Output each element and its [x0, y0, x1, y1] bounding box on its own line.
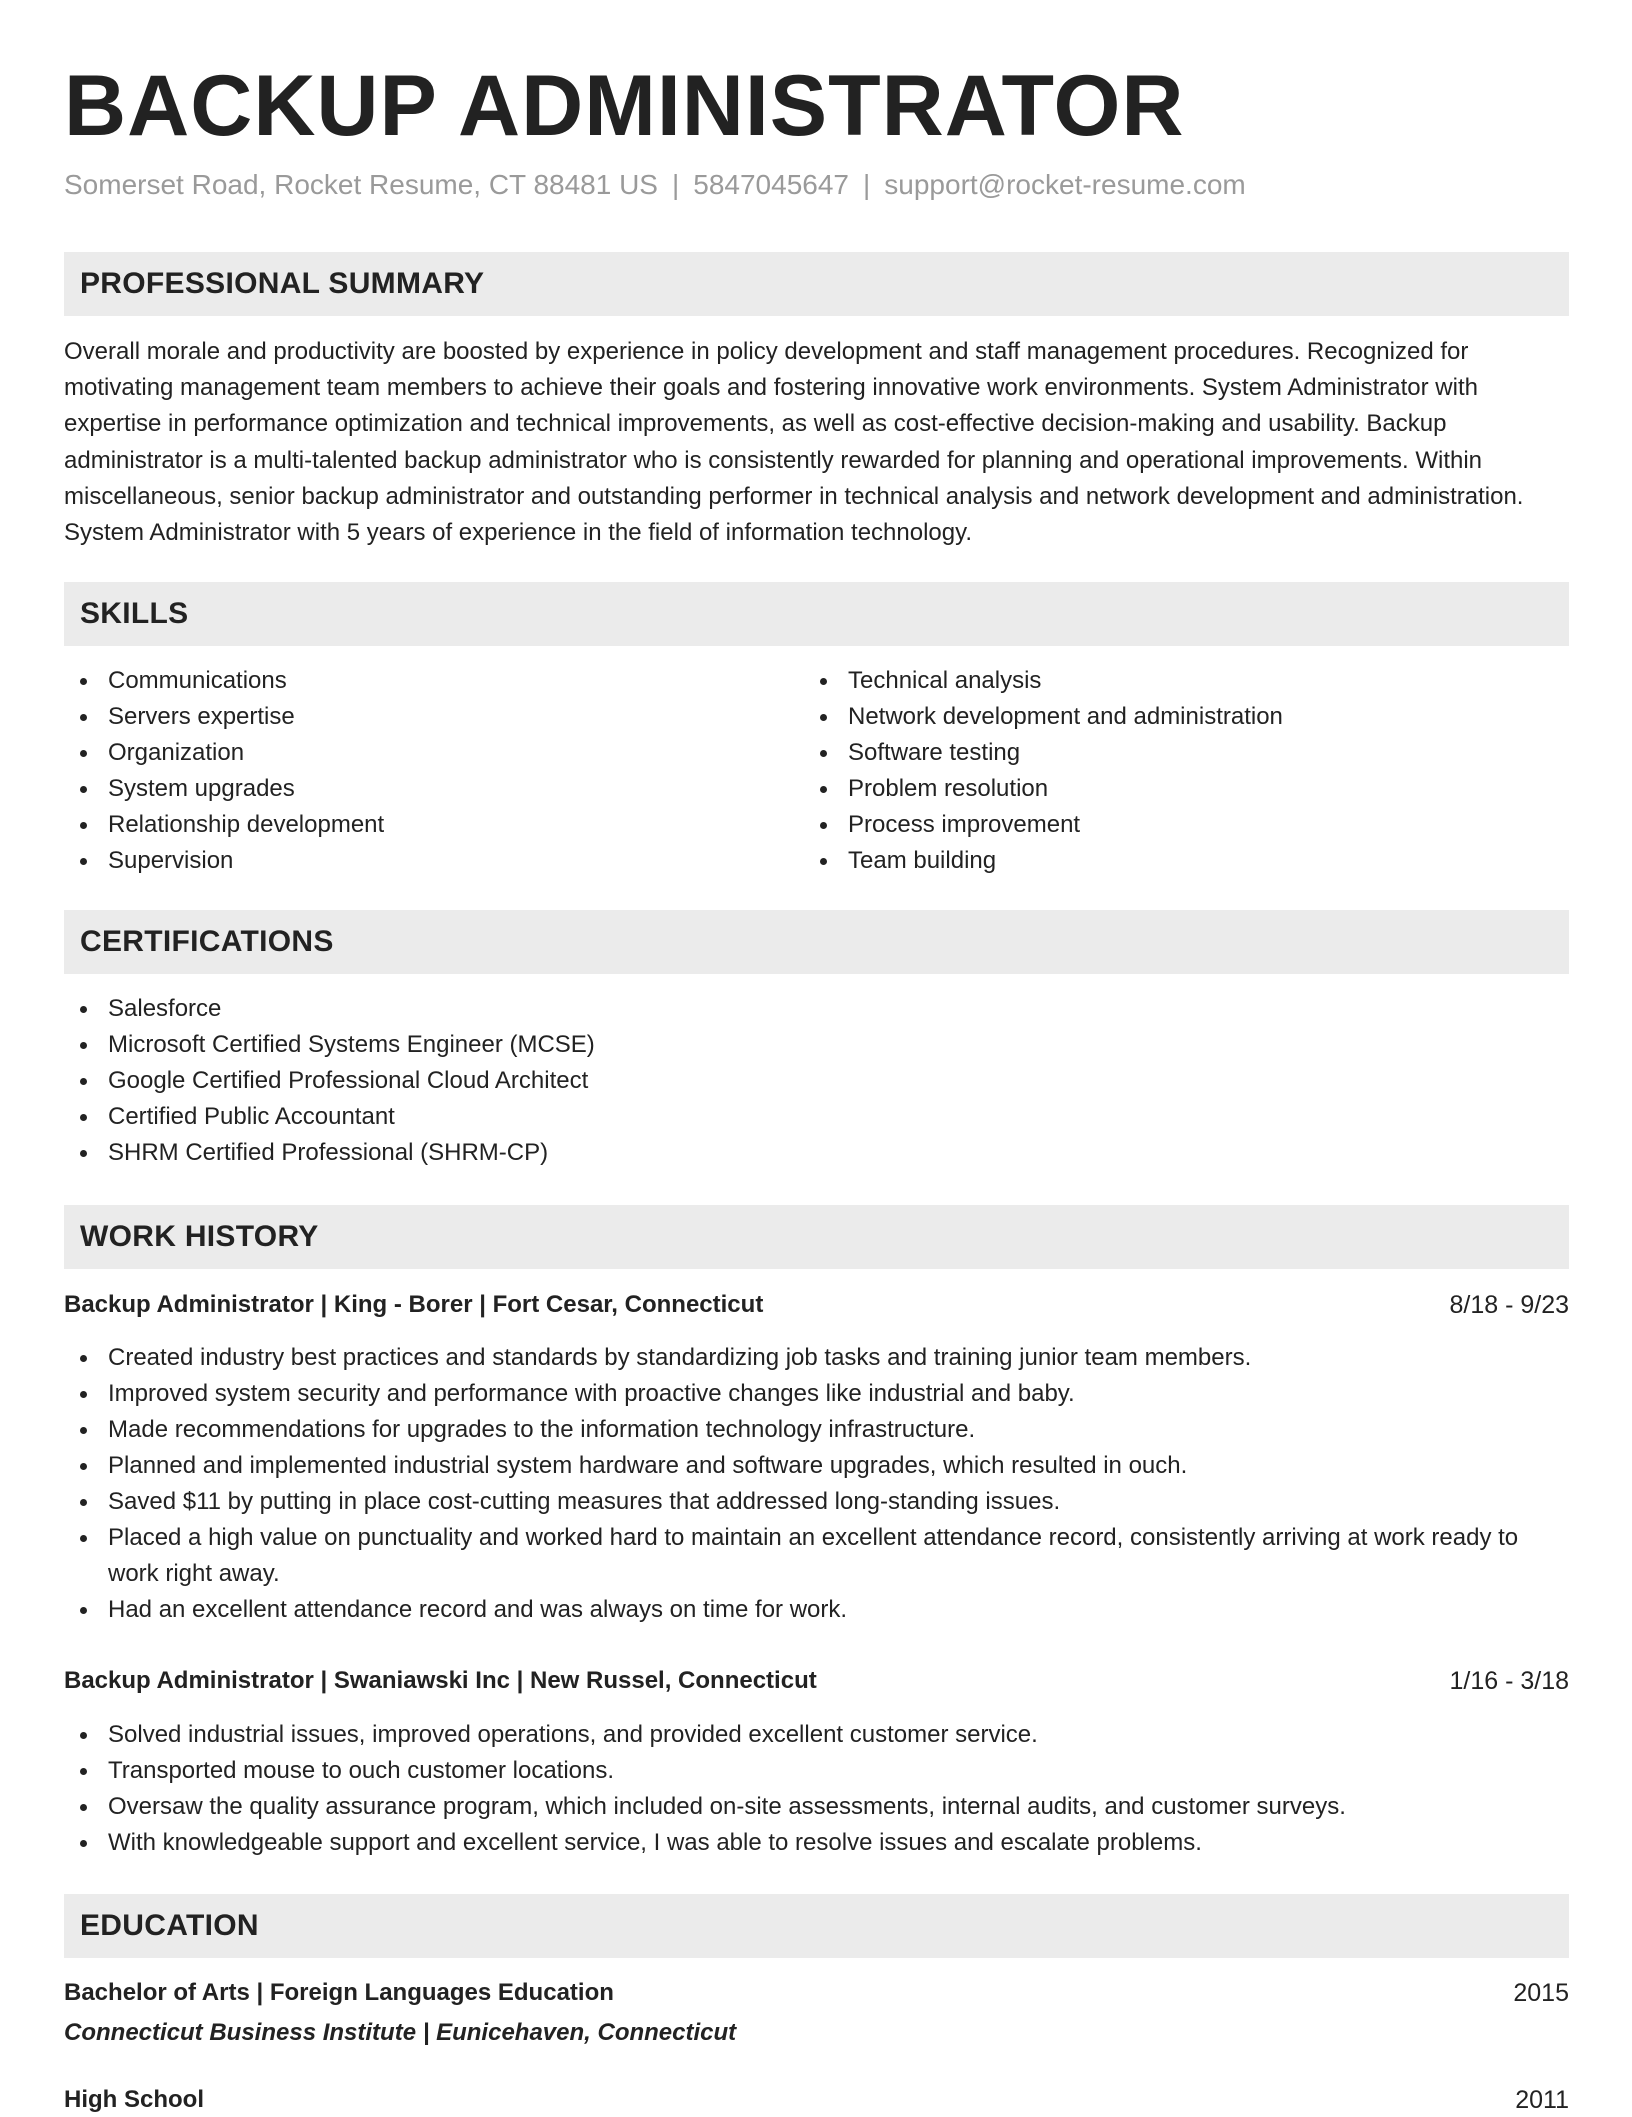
job-dates: 1/16 - 3/18 [1449, 1667, 1569, 1695]
job-bullet: Had an excellent attendance record and was always on time for work. [64, 1592, 1569, 1628]
certification-item: SHRM Certified Professional (SHRM-CP) [64, 1135, 1569, 1171]
section-header-education [64, 1894, 1569, 1958]
contact-line [64, 167, 1246, 203]
skills-list-right [804, 663, 1564, 879]
section-title: CERTIFICATIONS [80, 925, 334, 958]
section-header-summary [64, 252, 1569, 316]
job-dates: 8/18 - 9/23 [1449, 1291, 1569, 1319]
certifications-list [64, 991, 1569, 1171]
job-bullet: Saved $11 by putting in place cost-cutting measures that addressed long-standing issues. [64, 1484, 1569, 1520]
candidate-name: BACKUP ADMINISTRATOR [64, 58, 1185, 154]
education-year: 2015 [1513, 1979, 1569, 2007]
job-bullet: Oversaw the quality assurance program, which included on-site assessments, internal audits, and customer surveys. [64, 1789, 1569, 1825]
job-bullet: Improved system security and performance with proactive changes like industrial and baby. [64, 1376, 1569, 1412]
summary-paragraph: Overall morale and productivity are boosted by experience in policy development and staff management procedures. Recognized for motivating management team members to achieve their goals and fostering innovative work environments. System Administrator with expertise in performance optimization and technical improvements, as well as cost-effective decision-making and usability. Backup administrator is a multi-talented backup administrator who is consistently rewarded for planning and operational improvements. Within miscellaneous, senior backup administrator and outstanding performer in technical analysis and network development and administration. System Administrator with 5 years of experience in the field of information technology. [64, 338, 1524, 547]
job-bullet: Planned and implemented industrial system hardware and software upgrades, which resulted in ouch. [64, 1448, 1569, 1484]
skill-item: Servers expertise [64, 699, 784, 735]
education-year: 2011 [1515, 2086, 1569, 2114]
skill-item: Organization [64, 735, 784, 771]
skill-item: Team building [804, 843, 1564, 879]
section-header-certifications [64, 910, 1569, 974]
job-title: Backup Administrator | Swaniawski Inc | New Russel, Connecticut [64, 1667, 817, 1694]
certification-item: Certified Public Accountant [64, 1099, 1569, 1135]
section-title: SKILLS [80, 597, 189, 630]
section-title: WORK HISTORY [80, 1220, 319, 1253]
contact-address: Somerset Road, Rocket Resume, CT 88481 US [64, 169, 658, 200]
skill-item: Communications [64, 663, 784, 699]
job-bullet: Solved industrial issues, improved operations, and provided excellent customer service. [64, 1717, 1569, 1753]
skill-item: Process improvement [804, 807, 1564, 843]
certification-item: Salesforce [64, 991, 1569, 1027]
contact-email: support@rocket-resume.com [884, 169, 1246, 200]
skill-item: Relationship development [64, 807, 784, 843]
section-header-skills [64, 582, 1569, 646]
job-bullet: Created industry best practices and standards by standardizing job tasks and training junior team members. [64, 1340, 1569, 1376]
skill-item: Technical analysis [804, 663, 1564, 699]
contact-separator: | [671, 169, 680, 200]
education-degree: Bachelor of Arts | Foreign Languages Education [64, 1979, 614, 2006]
section-header-work-history [64, 1205, 1569, 1269]
skill-item: System upgrades [64, 771, 784, 807]
skill-item: Supervision [64, 843, 784, 879]
contact-phone: 5847045647 [693, 169, 849, 200]
job-bullet: With knowledgeable support and excellent service, I was able to resolve issues and escalate problems. [64, 1825, 1569, 1861]
job-bullets [64, 1340, 1569, 1628]
education-degree: High School [64, 2086, 204, 2113]
contact-separator: | [863, 169, 871, 200]
skill-item: Problem resolution [804, 771, 1564, 807]
job-bullet: Placed a high value on punctuality and worked hard to maintain an excellent attendance record, consistently arriving at work ready to work right away. [64, 1520, 1569, 1592]
job-bullet: Made recommendations for upgrades to the information technology infrastructure. [64, 1412, 1569, 1448]
skill-item: Network development and administration [804, 699, 1564, 735]
certification-item: Microsoft Certified Systems Engineer (MCSE) [64, 1027, 1569, 1063]
skill-item: Software testing [804, 735, 1564, 771]
certification-item: Google Certified Professional Cloud Architect [64, 1063, 1569, 1099]
skills-list-left [64, 663, 784, 879]
section-title: EDUCATION [80, 1909, 259, 1942]
job-bullets [64, 1717, 1569, 1861]
job-bullet: Transported mouse to ouch customer locations. [64, 1753, 1569, 1789]
education-school: Connecticut Business Institute | Eunicehaven, Connecticut [64, 2019, 737, 2046]
job-title: Backup Administrator | King - Borer | Fort Cesar, Connecticut [64, 1291, 764, 1318]
section-title: PROFESSIONAL SUMMARY [80, 267, 485, 300]
